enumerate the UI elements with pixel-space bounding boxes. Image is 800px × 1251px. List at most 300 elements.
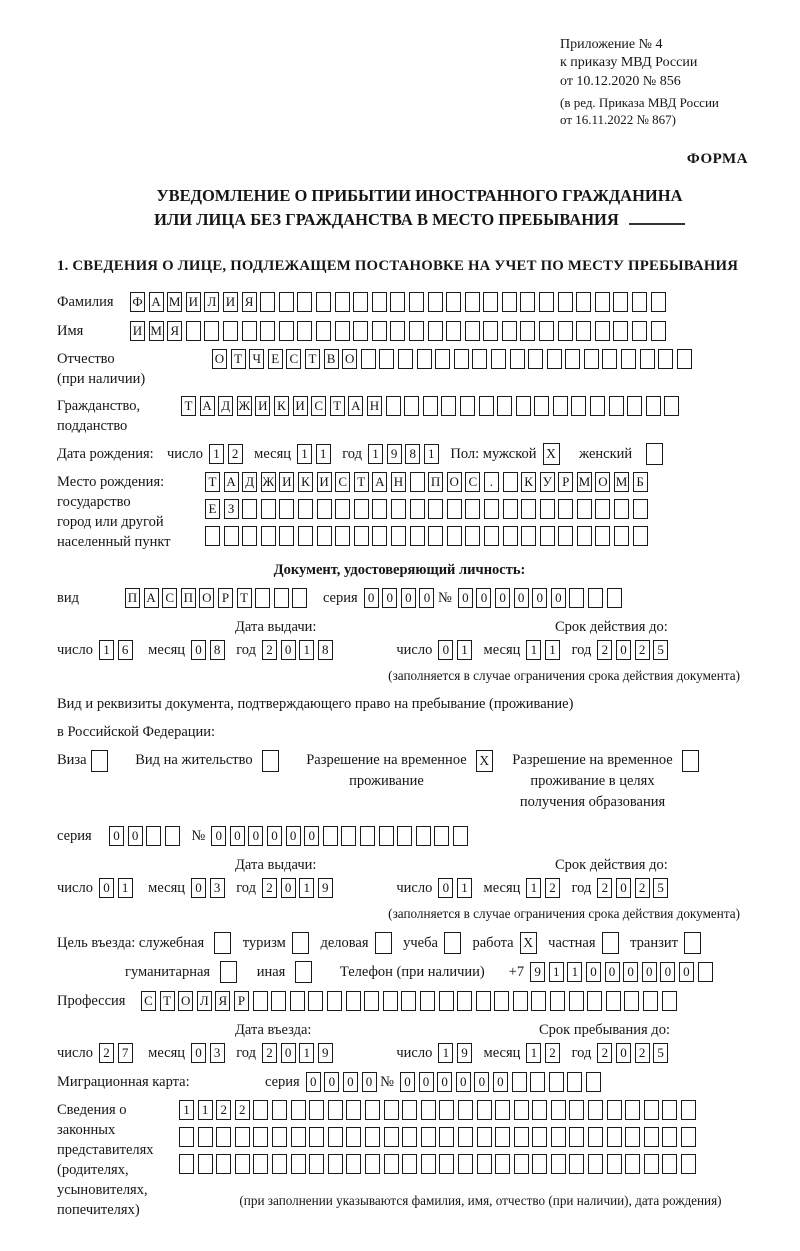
- char-box[interactable]: [521, 499, 536, 519]
- char-box[interactable]: [341, 826, 356, 846]
- char-box[interactable]: [317, 499, 332, 519]
- char-box[interactable]: [242, 321, 257, 341]
- char-box[interactable]: 0: [306, 1072, 321, 1092]
- char-box[interactable]: [260, 321, 275, 341]
- char-box[interactable]: [390, 292, 405, 312]
- char-box[interactable]: [681, 1154, 696, 1174]
- char-box[interactable]: 0: [401, 588, 416, 608]
- char-box[interactable]: 2: [262, 878, 277, 898]
- char-box[interactable]: [532, 1154, 547, 1174]
- char-box[interactable]: [354, 499, 369, 519]
- char-box[interactable]: [242, 526, 257, 546]
- char-box[interactable]: [662, 1127, 677, 1147]
- char-box[interactable]: [447, 526, 462, 546]
- char-box[interactable]: [346, 991, 361, 1011]
- char-box[interactable]: [479, 396, 494, 416]
- char-box[interactable]: И: [223, 292, 238, 312]
- char-box[interactable]: [235, 1127, 250, 1147]
- char-box[interactable]: 1: [299, 640, 314, 660]
- char-box[interactable]: [290, 991, 305, 1011]
- char-box[interactable]: [569, 1127, 584, 1147]
- char-box[interactable]: [353, 292, 368, 312]
- char-box[interactable]: 0: [456, 1072, 471, 1092]
- doc-valid-year-boxes[interactable]: [597, 640, 671, 660]
- citizenship-boxes[interactable]: [181, 396, 683, 416]
- permit-valid-day-boxes[interactable]: [438, 878, 475, 898]
- char-box[interactable]: [646, 396, 661, 416]
- char-box[interactable]: [91, 750, 108, 772]
- char-box[interactable]: [586, 1072, 601, 1092]
- char-box[interactable]: Е: [205, 499, 220, 519]
- char-box[interactable]: [220, 961, 237, 983]
- char-box[interactable]: [491, 349, 506, 369]
- char-box[interactable]: [571, 396, 586, 416]
- char-box[interactable]: 2: [262, 1043, 277, 1063]
- char-box[interactable]: Т: [231, 349, 246, 369]
- char-box[interactable]: 0: [514, 588, 529, 608]
- char-box[interactable]: Я: [215, 991, 230, 1011]
- char-box[interactable]: 2: [262, 640, 277, 660]
- char-box[interactable]: [458, 1100, 473, 1120]
- char-box[interactable]: [576, 292, 591, 312]
- char-box[interactable]: [510, 349, 525, 369]
- char-box[interactable]: [198, 1154, 213, 1174]
- char-box[interactable]: [588, 1154, 603, 1174]
- char-box[interactable]: [410, 526, 425, 546]
- char-box[interactable]: [551, 1100, 566, 1120]
- char-box[interactable]: [681, 1127, 696, 1147]
- char-box[interactable]: [316, 292, 331, 312]
- char-box[interactable]: [292, 588, 307, 608]
- permit-valid-month-boxes[interactable]: [526, 878, 563, 898]
- char-box[interactable]: [633, 526, 648, 546]
- char-box[interactable]: 0: [586, 962, 601, 982]
- char-box[interactable]: [614, 499, 629, 519]
- char-box[interactable]: [632, 321, 647, 341]
- visa-checkbox[interactable]: [91, 750, 112, 772]
- char-box[interactable]: [632, 292, 647, 312]
- char-box[interactable]: [361, 349, 376, 369]
- char-box[interactable]: [447, 499, 462, 519]
- char-box[interactable]: [335, 526, 350, 546]
- char-box[interactable]: Р: [234, 991, 249, 1011]
- char-box[interactable]: 0: [493, 1072, 508, 1092]
- char-box[interactable]: М: [614, 472, 629, 492]
- char-box[interactable]: 8: [318, 640, 333, 660]
- char-box[interactable]: [214, 932, 231, 954]
- char-box[interactable]: [458, 1154, 473, 1174]
- char-box[interactable]: [565, 349, 580, 369]
- char-box[interactable]: 0: [642, 962, 657, 982]
- char-box[interactable]: Я: [242, 292, 257, 312]
- char-box[interactable]: [531, 991, 546, 1011]
- char-box[interactable]: 5: [653, 640, 668, 660]
- char-box[interactable]: [520, 321, 535, 341]
- char-box[interactable]: [279, 499, 294, 519]
- char-box[interactable]: 0: [324, 1072, 339, 1092]
- char-box[interactable]: А: [372, 472, 387, 492]
- char-box[interactable]: [295, 961, 312, 983]
- char-box[interactable]: 0: [191, 640, 206, 660]
- phone-boxes[interactable]: [530, 962, 716, 982]
- char-box[interactable]: [614, 526, 629, 546]
- char-box[interactable]: [646, 443, 663, 465]
- char-box[interactable]: [379, 826, 394, 846]
- doc-issue-month-boxes[interactable]: [191, 640, 228, 660]
- char-box[interactable]: [625, 1127, 640, 1147]
- char-box[interactable]: [383, 991, 398, 1011]
- char-box[interactable]: 0: [128, 826, 143, 846]
- char-box[interactable]: [476, 991, 491, 1011]
- char-box[interactable]: 1: [299, 1043, 314, 1063]
- char-box[interactable]: [316, 321, 331, 341]
- char-box[interactable]: Р: [558, 472, 573, 492]
- char-box[interactable]: [384, 1154, 399, 1174]
- char-box[interactable]: [577, 526, 592, 546]
- char-box[interactable]: [627, 396, 642, 416]
- char-box[interactable]: Ч: [249, 349, 264, 369]
- char-box[interactable]: [365, 1127, 380, 1147]
- char-box[interactable]: [420, 991, 435, 1011]
- char-box[interactable]: [465, 499, 480, 519]
- char-box[interactable]: Н: [367, 396, 382, 416]
- char-box[interactable]: [520, 292, 535, 312]
- char-box[interactable]: Т: [354, 472, 369, 492]
- char-box[interactable]: [260, 292, 275, 312]
- char-box[interactable]: 0: [419, 588, 434, 608]
- char-box[interactable]: Т: [160, 991, 175, 1011]
- char-box[interactable]: [624, 991, 639, 1011]
- char-box[interactable]: [391, 499, 406, 519]
- char-box[interactable]: О: [447, 472, 462, 492]
- char-box[interactable]: [391, 526, 406, 546]
- char-box[interactable]: 0: [267, 826, 282, 846]
- char-box[interactable]: [205, 526, 220, 546]
- char-box[interactable]: [439, 991, 454, 1011]
- char-box[interactable]: 2: [635, 1043, 650, 1063]
- birth-year-boxes[interactable]: [368, 444, 442, 464]
- char-box[interactable]: [625, 1154, 640, 1174]
- birth-month-boxes[interactable]: [297, 444, 334, 464]
- char-box[interactable]: 1: [316, 444, 331, 464]
- char-box[interactable]: 2: [597, 640, 612, 660]
- profession-boxes[interactable]: [141, 991, 680, 1011]
- char-box[interactable]: 0: [286, 826, 301, 846]
- temp-permit-checkbox[interactable]: [476, 750, 497, 772]
- char-box[interactable]: 9: [318, 878, 333, 898]
- char-box[interactable]: [502, 292, 517, 312]
- char-box[interactable]: В: [324, 349, 339, 369]
- char-box[interactable]: 1: [567, 962, 582, 982]
- char-box[interactable]: [410, 499, 425, 519]
- char-box[interactable]: 0: [679, 962, 694, 982]
- char-box[interactable]: 2: [597, 1043, 612, 1063]
- char-box[interactable]: Ф: [130, 292, 145, 312]
- char-box[interactable]: С: [335, 472, 350, 492]
- char-box[interactable]: [682, 750, 699, 772]
- char-box[interactable]: [569, 588, 584, 608]
- char-box[interactable]: [644, 1154, 659, 1174]
- char-box[interactable]: 0: [343, 1072, 358, 1092]
- birthplace-row2-boxes[interactable]: [205, 499, 651, 519]
- char-box[interactable]: 1: [198, 1100, 213, 1120]
- char-box[interactable]: [253, 1100, 268, 1120]
- char-box[interactable]: [346, 1127, 361, 1147]
- char-box[interactable]: [444, 932, 461, 954]
- char-box[interactable]: [261, 499, 276, 519]
- private-checkbox[interactable]: [602, 932, 623, 954]
- repr-row1-boxes[interactable]: [179, 1100, 700, 1120]
- char-box[interactable]: 1: [118, 878, 133, 898]
- char-box[interactable]: [271, 991, 286, 1011]
- tourism-checkbox[interactable]: [292, 932, 313, 954]
- char-box[interactable]: [255, 588, 270, 608]
- char-box[interactable]: [684, 932, 701, 954]
- char-box[interactable]: 0: [362, 1072, 377, 1092]
- char-box[interactable]: О: [342, 349, 357, 369]
- permit-valid-year-boxes[interactable]: [597, 878, 671, 898]
- char-box[interactable]: 0: [304, 826, 319, 846]
- patronymic-boxes[interactable]: [212, 349, 695, 369]
- char-box[interactable]: 0: [623, 962, 638, 982]
- char-box[interactable]: Т: [237, 588, 252, 608]
- char-box[interactable]: 5: [653, 878, 668, 898]
- entry-year-boxes[interactable]: [262, 1043, 336, 1063]
- char-box[interactable]: [216, 1154, 231, 1174]
- char-box[interactable]: [441, 396, 456, 416]
- char-box[interactable]: [607, 1154, 622, 1174]
- char-box[interactable]: [576, 321, 591, 341]
- char-box[interactable]: 2: [545, 1043, 560, 1063]
- char-box[interactable]: [539, 292, 554, 312]
- char-box[interactable]: [291, 1127, 306, 1147]
- char-box[interactable]: Л: [204, 292, 219, 312]
- doc-valid-day-boxes[interactable]: [438, 640, 475, 660]
- char-box[interactable]: [446, 292, 461, 312]
- char-box[interactable]: 5: [653, 1043, 668, 1063]
- char-box[interactable]: [435, 349, 450, 369]
- char-box[interactable]: С: [286, 349, 301, 369]
- char-box[interactable]: И: [255, 396, 270, 416]
- char-box[interactable]: 2: [235, 1100, 250, 1120]
- char-box[interactable]: 1: [297, 444, 312, 464]
- char-box[interactable]: [483, 292, 498, 312]
- char-box[interactable]: [354, 526, 369, 546]
- char-box[interactable]: [423, 396, 438, 416]
- char-box[interactable]: [291, 1100, 306, 1120]
- char-box[interactable]: 9: [387, 444, 402, 464]
- char-box[interactable]: [428, 321, 443, 341]
- char-box[interactable]: [465, 321, 480, 341]
- char-box[interactable]: [386, 396, 401, 416]
- mig-number-boxes[interactable]: [400, 1072, 605, 1092]
- char-box[interactable]: [346, 1100, 361, 1120]
- char-box[interactable]: [502, 321, 517, 341]
- char-box[interactable]: [235, 1154, 250, 1174]
- char-box[interactable]: [323, 826, 338, 846]
- char-box[interactable]: А: [144, 588, 159, 608]
- char-box[interactable]: О: [595, 472, 610, 492]
- char-box[interactable]: О: [178, 991, 193, 1011]
- char-box[interactable]: 6: [118, 640, 133, 660]
- char-box[interactable]: 2: [545, 878, 560, 898]
- char-box[interactable]: Ж: [261, 472, 276, 492]
- char-box[interactable]: [327, 991, 342, 1011]
- char-box[interactable]: [375, 932, 392, 954]
- permit-issue-day-boxes[interactable]: [99, 878, 136, 898]
- char-box[interactable]: К: [521, 472, 536, 492]
- char-box[interactable]: [421, 1154, 436, 1174]
- char-box[interactable]: 1: [209, 444, 224, 464]
- char-box[interactable]: [298, 499, 313, 519]
- char-box[interactable]: И: [293, 396, 308, 416]
- surname-boxes[interactable]: [130, 292, 669, 312]
- char-box[interactable]: 1: [526, 878, 541, 898]
- char-box[interactable]: 0: [364, 588, 379, 608]
- char-box[interactable]: [328, 1100, 343, 1120]
- char-box[interactable]: [297, 321, 312, 341]
- char-box[interactable]: [317, 526, 332, 546]
- char-box[interactable]: [664, 396, 679, 416]
- char-box[interactable]: [261, 526, 276, 546]
- char-box[interactable]: 0: [99, 878, 114, 898]
- char-box[interactable]: 1: [99, 640, 114, 660]
- char-box[interactable]: [328, 1127, 343, 1147]
- char-box[interactable]: X: [476, 750, 493, 772]
- entry-month-boxes[interactable]: [191, 1043, 228, 1063]
- char-box[interactable]: 0: [476, 588, 491, 608]
- char-box[interactable]: [365, 1154, 380, 1174]
- char-box[interactable]: [569, 1100, 584, 1120]
- char-box[interactable]: [421, 1127, 436, 1147]
- char-box[interactable]: [551, 1154, 566, 1174]
- char-box[interactable]: [532, 1127, 547, 1147]
- char-box[interactable]: [662, 991, 677, 1011]
- char-box[interactable]: К: [298, 472, 313, 492]
- char-box[interactable]: [465, 526, 480, 546]
- char-box[interactable]: И: [186, 292, 201, 312]
- char-box[interactable]: [503, 472, 518, 492]
- purpose-official-checkbox[interactable]: [214, 932, 235, 954]
- char-box[interactable]: [540, 526, 555, 546]
- char-box[interactable]: [308, 991, 323, 1011]
- char-box[interactable]: X: [520, 932, 537, 954]
- char-box[interactable]: 9: [318, 1043, 333, 1063]
- char-box[interactable]: [346, 1154, 361, 1174]
- char-box[interactable]: [588, 1100, 603, 1120]
- doc-issue-day-boxes[interactable]: [99, 640, 136, 660]
- char-box[interactable]: [698, 962, 713, 982]
- char-box[interactable]: [514, 1100, 529, 1120]
- char-box[interactable]: 0: [616, 878, 631, 898]
- char-box[interactable]: [558, 526, 573, 546]
- char-box[interactable]: [279, 292, 294, 312]
- char-box[interactable]: [253, 991, 268, 1011]
- char-box[interactable]: 0: [605, 962, 620, 982]
- char-box[interactable]: [613, 292, 628, 312]
- char-box[interactable]: [372, 499, 387, 519]
- char-box[interactable]: [607, 1100, 622, 1120]
- char-box[interactable]: [253, 1127, 268, 1147]
- char-box[interactable]: [595, 321, 610, 341]
- permit-issue-year-boxes[interactable]: [262, 878, 336, 898]
- char-box[interactable]: [279, 526, 294, 546]
- doc-number-boxes[interactable]: [458, 588, 625, 608]
- char-box[interactable]: [458, 1127, 473, 1147]
- char-box[interactable]: [309, 1127, 324, 1147]
- char-box[interactable]: [658, 349, 673, 369]
- char-box[interactable]: К: [274, 396, 289, 416]
- char-box[interactable]: [335, 292, 350, 312]
- char-box[interactable]: [434, 826, 449, 846]
- char-box[interactable]: С: [162, 588, 177, 608]
- char-box[interactable]: 3: [210, 1043, 225, 1063]
- char-box[interactable]: [454, 349, 469, 369]
- char-box[interactable]: [477, 1100, 492, 1120]
- char-box[interactable]: [364, 991, 379, 1011]
- char-box[interactable]: [558, 499, 573, 519]
- char-box[interactable]: 8: [405, 444, 420, 464]
- char-box[interactable]: [365, 1100, 380, 1120]
- char-box[interactable]: [198, 1127, 213, 1147]
- given-name-boxes[interactable]: [130, 321, 669, 341]
- char-box[interactable]: [428, 499, 443, 519]
- char-box[interactable]: 0: [109, 826, 124, 846]
- char-box[interactable]: [401, 991, 416, 1011]
- char-box[interactable]: 2: [597, 878, 612, 898]
- char-box[interactable]: 2: [228, 444, 243, 464]
- birthplace-row1-boxes[interactable]: [205, 472, 651, 492]
- char-box[interactable]: Е: [268, 349, 283, 369]
- char-box[interactable]: [223, 321, 238, 341]
- char-box[interactable]: [514, 1154, 529, 1174]
- char-box[interactable]: [372, 292, 387, 312]
- char-box[interactable]: [569, 991, 584, 1011]
- char-box[interactable]: [595, 292, 610, 312]
- doc-type-boxes[interactable]: [125, 588, 311, 608]
- char-box[interactable]: 0: [458, 588, 473, 608]
- char-box[interactable]: [179, 1127, 194, 1147]
- birthplace-row3-boxes[interactable]: [205, 526, 651, 546]
- char-box[interactable]: [272, 1100, 287, 1120]
- char-box[interactable]: [643, 991, 658, 1011]
- char-box[interactable]: [483, 321, 498, 341]
- char-box[interactable]: [607, 588, 622, 608]
- char-box[interactable]: [606, 991, 621, 1011]
- char-box[interactable]: С: [465, 472, 480, 492]
- char-box[interactable]: 0: [191, 1043, 206, 1063]
- char-box[interactable]: Т: [181, 396, 196, 416]
- char-box[interactable]: [495, 1127, 510, 1147]
- char-box[interactable]: [439, 1154, 454, 1174]
- char-box[interactable]: 0: [437, 1072, 452, 1092]
- char-box[interactable]: [272, 1154, 287, 1174]
- char-box[interactable]: 2: [635, 640, 650, 660]
- char-box[interactable]: [216, 1127, 231, 1147]
- char-box[interactable]: 0: [230, 826, 245, 846]
- char-box[interactable]: [372, 321, 387, 341]
- char-box[interactable]: 0: [438, 640, 453, 660]
- stay-year-boxes[interactable]: [597, 1043, 671, 1063]
- char-box[interactable]: 0: [281, 640, 296, 660]
- char-box[interactable]: П: [125, 588, 140, 608]
- char-box[interactable]: [379, 349, 394, 369]
- char-box[interactable]: [328, 1154, 343, 1174]
- char-box[interactable]: [512, 1072, 527, 1092]
- char-box[interactable]: Ж: [237, 396, 252, 416]
- char-box[interactable]: [662, 1154, 677, 1174]
- char-box[interactable]: [681, 1100, 696, 1120]
